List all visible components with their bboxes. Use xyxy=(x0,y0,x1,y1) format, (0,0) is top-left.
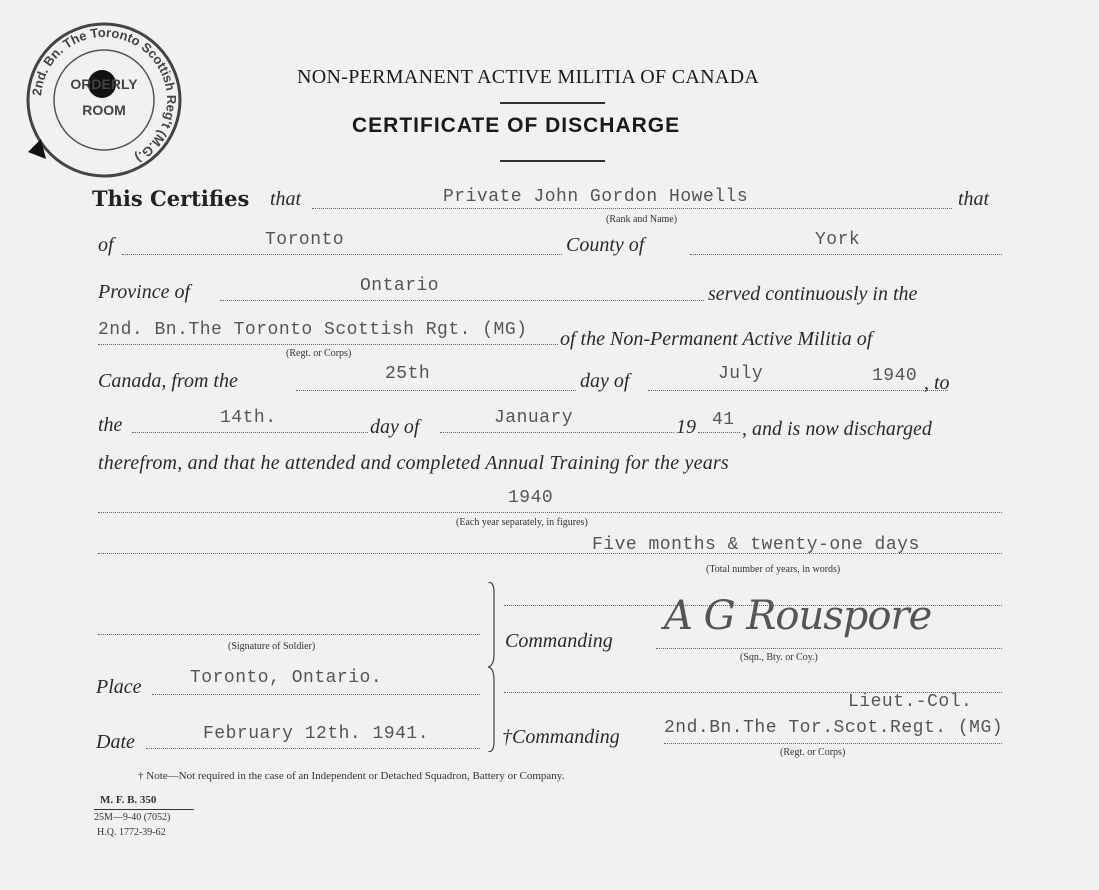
commanding-officer-signature: A G Rouspore xyxy=(664,593,932,639)
of-label: of xyxy=(98,234,114,256)
rank-name-value: Private John Gordon Howells xyxy=(443,187,749,207)
commanding-label: Commanding xyxy=(505,630,613,652)
stamp-center-line2: ROOM xyxy=(82,102,126,118)
from-day-value: 25th xyxy=(385,364,431,384)
regt-caption: (Regt. or Corps) xyxy=(286,348,352,359)
document-title: NON-PERMANENT ACTIVE MILITIA OF CANADA xyxy=(297,66,760,88)
training-years-value: 1940 xyxy=(508,488,554,508)
from-year-value: 1940 xyxy=(872,366,918,386)
day-of-label-2: day of xyxy=(370,416,420,438)
footnote: † Note—Not required in the case of an Independent or Detached Squadron, Battery or Company. xyxy=(138,770,565,782)
to-label: , to xyxy=(924,372,950,394)
served-continuously-text: served continuously in the xyxy=(708,283,918,305)
hq-code: H.Q. 1772-39-62 xyxy=(97,827,166,838)
total-service-words: Five months & twenty-one days xyxy=(592,535,920,555)
orderly-room-stamp xyxy=(22,18,186,182)
to-month-value: January xyxy=(494,408,574,428)
title-divider xyxy=(500,102,605,104)
form-number-divider xyxy=(94,809,194,810)
of-value: Toronto xyxy=(265,230,345,250)
day-of-label: day of xyxy=(580,370,630,392)
print-code: 25M—9-40 (7052) xyxy=(94,812,171,823)
date-value: February 12th. 1941. xyxy=(203,724,430,744)
brace-icon xyxy=(484,582,500,752)
canada-from-label: Canada, from the xyxy=(98,370,238,392)
therefrom-text: therefrom, and that he attended and completed Annual Training for the years xyxy=(98,452,729,474)
county-value: York xyxy=(815,230,861,250)
discharged-text: , and is now discharged xyxy=(742,418,932,440)
regt-caption-2: (Regt. or Corps) xyxy=(780,747,846,758)
stamp-ring-icon xyxy=(22,18,186,182)
rank-value: Lieut.-Col. xyxy=(848,692,973,712)
this-certifies-label: This Certifies xyxy=(92,186,250,211)
that-label-2: that xyxy=(958,188,990,210)
province-value: Ontario xyxy=(360,276,440,296)
place-label: Place xyxy=(96,676,142,698)
commanding-regt-value: 2nd.Bn.The Tor.Scot.Regt. (MG) xyxy=(664,718,1004,738)
sqn-caption: (Sqn., Bty. or Coy.) xyxy=(740,652,818,663)
from-month-value: July xyxy=(718,364,764,384)
to-year-value: 41 xyxy=(712,410,735,430)
rank-name-caption: (Rank and Name) xyxy=(606,214,678,225)
regt-value: 2nd. Bn.The Toronto Scottish Rgt. (MG) xyxy=(98,320,528,340)
document-subtitle: CERTIFICATE OF DISCHARGE xyxy=(352,114,681,137)
to-year-prefix: 19 xyxy=(676,416,696,438)
total-caption: (Total number of years, in words) xyxy=(706,564,841,575)
the-label: the xyxy=(98,414,123,436)
date-label: Date xyxy=(96,731,135,753)
place-value: Toronto, Ontario. xyxy=(190,668,383,688)
training-years-caption: (Each year separately, in figures) xyxy=(456,517,588,528)
svg-text:2nd. Bn. The Toronto Scottish: 2nd. Bn. The Toronto Scottish Reg't (M.G.) xyxy=(29,24,180,166)
signature-soldier-caption: (Signature of Soldier) xyxy=(228,641,316,652)
commanding-label-2: †Commanding xyxy=(502,726,620,748)
form-number: M. F. B. 350 xyxy=(100,794,157,806)
to-day-value: 14th. xyxy=(220,408,277,428)
that-label: that xyxy=(270,188,302,210)
npam-text: of the Non-Permanent Active Militia of xyxy=(560,328,873,350)
stamp-center-line1: ORDERLY xyxy=(70,76,138,92)
province-of-label: Province of xyxy=(98,281,191,303)
county-of-label: County of xyxy=(566,234,645,256)
subtitle-divider xyxy=(500,160,605,162)
